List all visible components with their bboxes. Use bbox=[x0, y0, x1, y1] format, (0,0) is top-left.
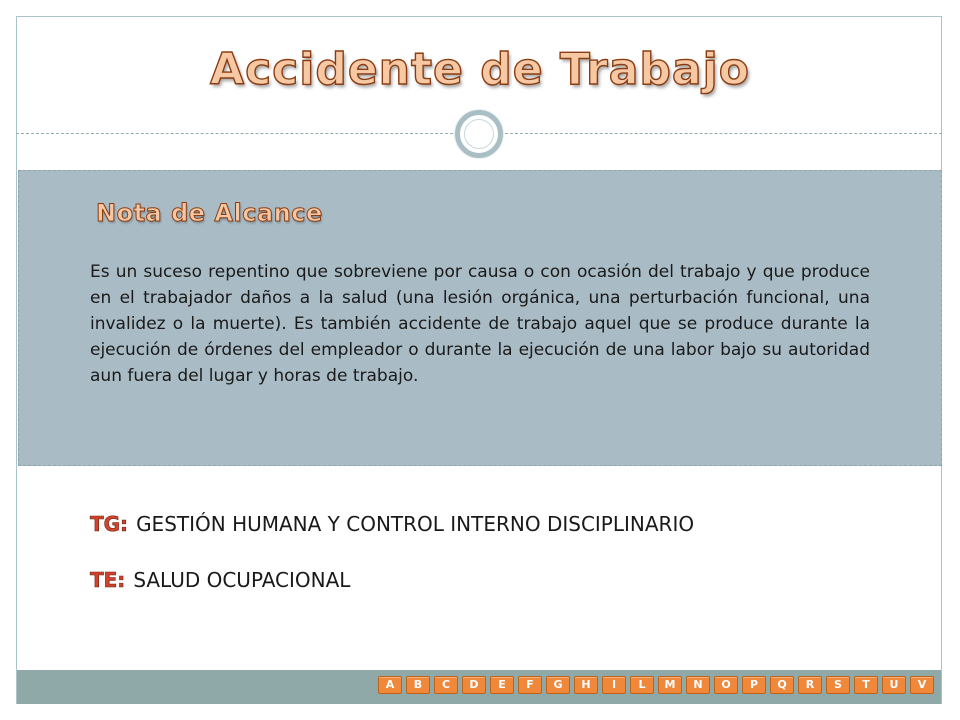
letter-button-q[interactable]: Q bbox=[770, 676, 794, 694]
te-value: SALUD OCUPACIONAL bbox=[133, 568, 351, 592]
letter-button-p[interactable]: P bbox=[742, 676, 766, 694]
letter-button-r[interactable]: R bbox=[798, 676, 822, 694]
letter-button-m[interactable]: M bbox=[658, 676, 682, 694]
letter-button-d[interactable]: D bbox=[462, 676, 486, 694]
letter-button-e[interactable]: E bbox=[490, 676, 514, 694]
specific-term-line bbox=[90, 568, 350, 592]
letter-button-i[interactable]: I bbox=[602, 676, 626, 694]
alphabet-index bbox=[378, 676, 934, 694]
page-title: Accidente de Trabajo bbox=[210, 44, 750, 95]
letter-button-o[interactable]: O bbox=[714, 676, 738, 694]
tg-label: TG: bbox=[90, 512, 129, 536]
circle-ornament-icon bbox=[455, 110, 503, 158]
te-label: TE: bbox=[90, 568, 126, 592]
letter-button-g[interactable]: G bbox=[546, 676, 570, 694]
general-term-line bbox=[90, 512, 694, 536]
scope-note-text: Es un suceso repentino que sobreviene por causa o con ocasión del trabajo y que produce en el trabajador daños a la salud (una lesión orgánica, una perturbación funcional, una invalidez o la muerte). Es también accidente de trabajo aquel que se produce durante la ejecución de órdenes del empleador o durante la ejecución de una labor bajo su autoridad aun fuera del lugar y horas de trabajo. bbox=[90, 262, 870, 386]
letter-button-u[interactable]: U bbox=[882, 676, 906, 694]
letter-button-s[interactable]: S bbox=[826, 676, 850, 694]
letter-button-c[interactable]: C bbox=[434, 676, 458, 694]
letter-button-a[interactable]: A bbox=[378, 676, 402, 694]
scope-note-heading: Nota de Alcance bbox=[96, 199, 323, 227]
letter-button-v[interactable]: V bbox=[910, 676, 934, 694]
letter-button-f[interactable]: F bbox=[518, 676, 542, 694]
letter-button-h[interactable]: H bbox=[574, 676, 598, 694]
letter-button-t[interactable]: T bbox=[854, 676, 878, 694]
letter-button-l[interactable]: L bbox=[630, 676, 654, 694]
letter-button-b[interactable]: B bbox=[406, 676, 430, 694]
tg-value: GESTIÓN HUMANA Y CONTROL INTERNO DISCIPLINARIO bbox=[136, 512, 695, 536]
letter-button-n[interactable]: N bbox=[686, 676, 710, 694]
